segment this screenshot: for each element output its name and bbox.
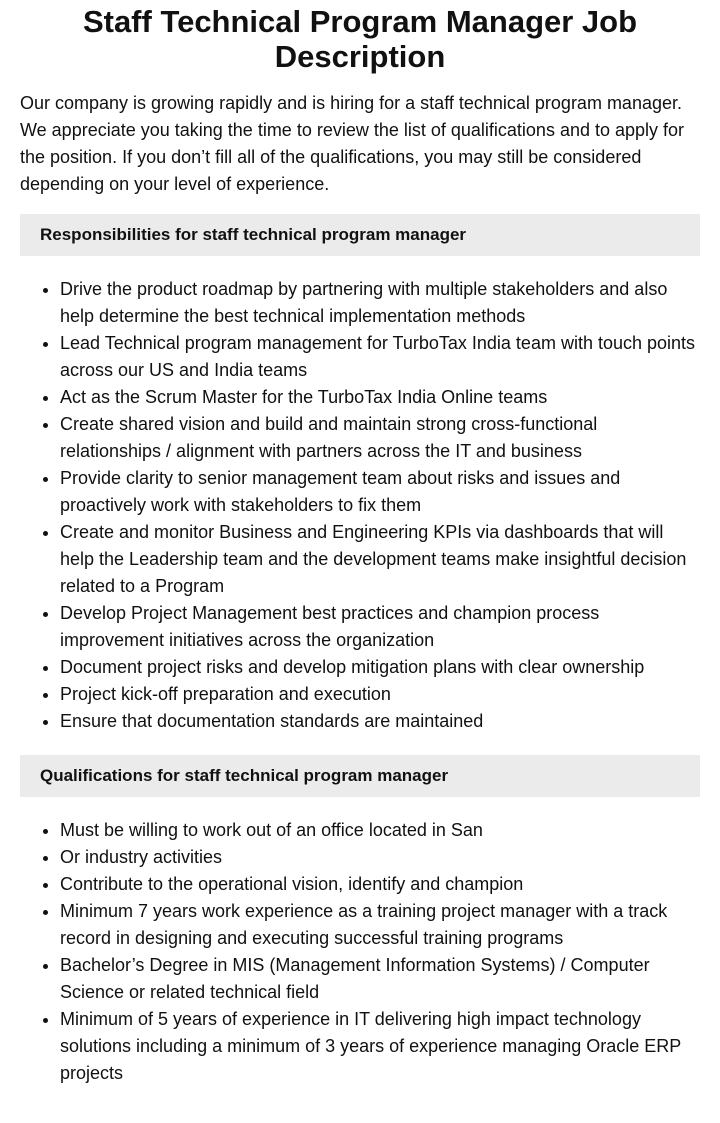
list-item: • Contribute to the operational vision, identify and champion: [60, 871, 700, 898]
list-item: • Or industry activities: [60, 844, 700, 871]
responsibilities-list: [20, 276, 700, 735]
list-item: • Provide clarity to senior management team about risks and issues and proactively work with stakeholders to fix them: [60, 465, 700, 519]
list-item: • Create shared vision and build and maintain strong cross-functional relationships / alignment with partners across the IT and business: [60, 411, 700, 465]
page-title: Staff Technical Program Manager Job Description: [82, 4, 638, 74]
responsibilities-heading: Responsibilities for staff technical program manager: [20, 214, 700, 256]
list-item: • Act as the Scrum Master for the TurboTax India Online teams: [60, 384, 700, 411]
list-item: • Drive the product roadmap by partnering with multiple stakeholders and also help determine the best technical implementation methods: [60, 276, 700, 330]
list-item: • Bachelor’s Degree in MIS (Management Information Systems) / Computer Science or related technical field: [60, 952, 700, 1006]
intro-text: Our company is growing rapidly and is hiring for a staff technical program manager. We appreciate you taking the time to review the list of qualifications and to apply for the position. If you don’t fill all of the qualifications, you may still be considered depending on your level of experience.: [20, 93, 685, 194]
qualifications-list: [20, 817, 700, 1087]
list-item: • Ensure that documentation standards are maintained: [60, 708, 700, 735]
list-item: • Minimum of 5 years of experience in IT delivering high impact technology solutions including a minimum of 3 years of experience managing Oracle ERP projects: [60, 1006, 700, 1087]
list-item: • Develop Project Management best practices and champion process improvement initiatives across the organization: [60, 600, 700, 654]
list-item: • Lead Technical program management for TurboTax India team with touch points across our US and India teams: [60, 330, 700, 384]
list-item: • Document project risks and develop mitigation plans with clear ownership: [60, 654, 700, 681]
list-item: • Must be willing to work out of an office located in San: [60, 817, 700, 844]
qualifications-heading: Qualifications for staff technical program manager: [20, 755, 700, 797]
list-item: • Create and monitor Business and Engineering KPIs via dashboards that will help the Leadership team and the development teams make insightful decision related to a Program: [60, 519, 700, 600]
list-item: • Project kick-off preparation and execution: [60, 681, 700, 708]
list-item: • Minimum 7 years work experience as a training project manager with a track record in designing and executing successful training programs: [60, 898, 700, 952]
